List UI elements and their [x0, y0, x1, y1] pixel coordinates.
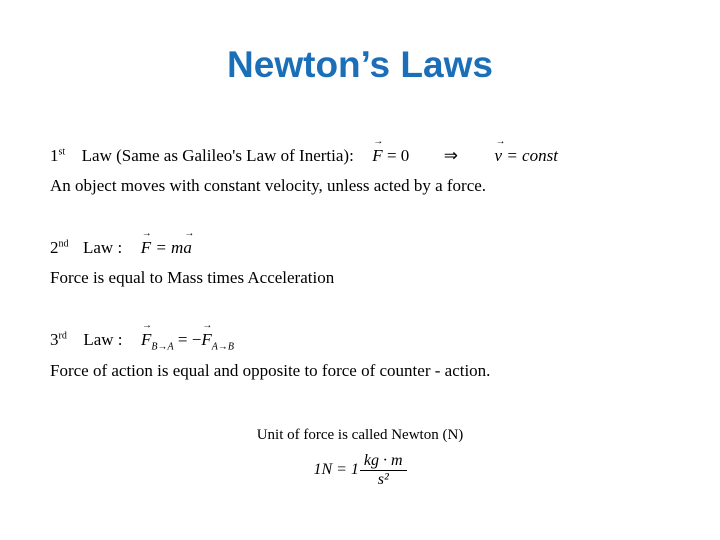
law3-ordinal: rd	[58, 330, 67, 342]
law1-ordinal: st	[58, 146, 66, 158]
law1-number: 1	[50, 146, 59, 165]
law2-statement	[50, 238, 192, 258]
law1-force-vector: → F	[372, 146, 382, 166]
law3-subscript-ba: B→A	[151, 341, 174, 353]
law2-equals-m: = m	[155, 238, 184, 257]
law3-number: 3	[50, 330, 59, 349]
unit-fraction	[360, 452, 407, 489]
law1-description: An object moves with constant velocity, unless acted by a force.	[50, 176, 487, 195]
law3-force-ba-vector: → F	[141, 330, 151, 350]
law2-number: 2	[50, 238, 59, 257]
newton-unit-lhs: 1N = 1	[313, 461, 359, 479]
law1-equals-zero: = 0	[386, 146, 410, 165]
law3-statement	[50, 330, 234, 352]
law2-acceleration-vector: → a	[183, 238, 192, 258]
law2-force-vector: → F	[141, 238, 151, 258]
law3-subscript-ab: A→B	[211, 341, 234, 353]
law3-description: Force of action is equal and opposite to force of counter - action.	[50, 361, 491, 380]
newton-unit-formula	[0, 452, 720, 489]
unit-denominator: s²	[377, 471, 389, 488]
law3-equals-minus: = −	[177, 330, 202, 349]
law2-ordinal: nd	[58, 238, 69, 250]
unit-caption: Unit of force is called Newton (N)	[256, 427, 464, 443]
law1-statement	[50, 146, 558, 166]
law3-label: Law :	[83, 330, 123, 349]
law1-velocity-vector: → v	[495, 146, 503, 166]
unit-numerator: kg · m	[360, 452, 407, 471]
law3-force-ab-vector: → F	[201, 330, 211, 350]
implies-symbol: ⇒	[443, 146, 459, 165]
law2-label: Law :	[83, 238, 123, 257]
law1-const: = const	[506, 146, 558, 165]
law2-description: Force is equal to Mass times Acceleration	[50, 268, 335, 287]
slide-title: Newton’s Laws	[227, 44, 493, 85]
law1-label: Law (Same as Galileo's Law of Inertia):	[81, 146, 354, 165]
